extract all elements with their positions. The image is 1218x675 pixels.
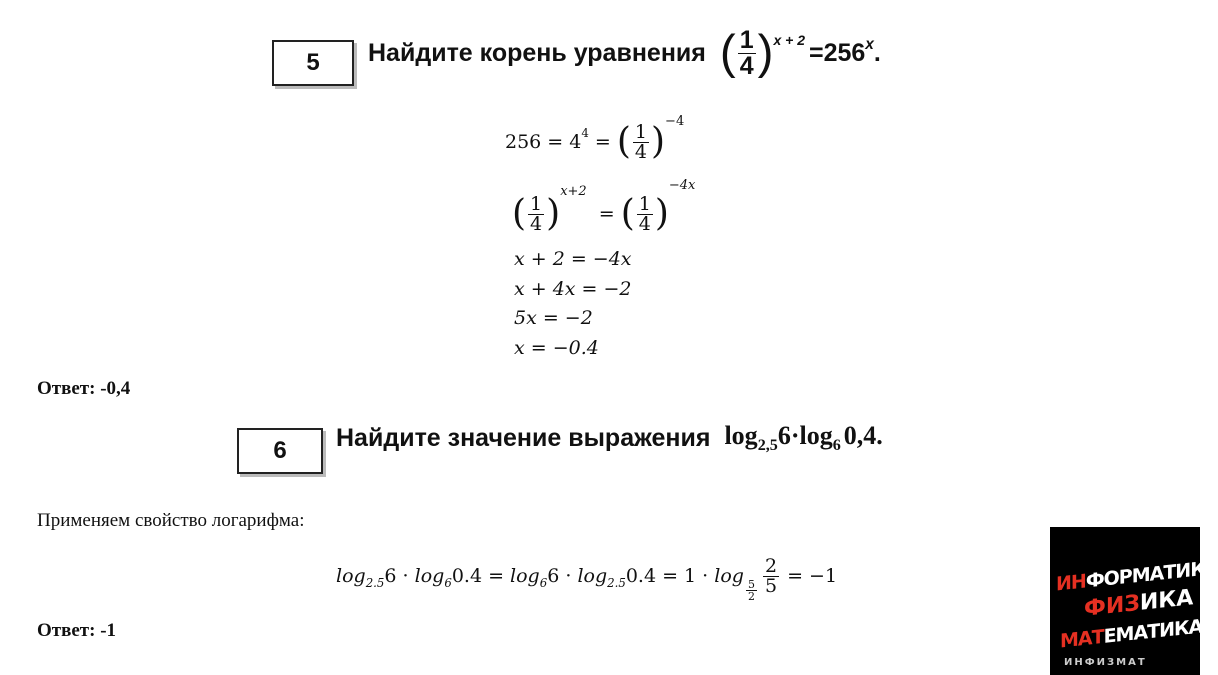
log-argument: 0.4 = (451, 565, 511, 587)
logo-white-part: ИКА (1139, 585, 1194, 616)
task-number: 6 (273, 437, 287, 464)
line1-exponent: −4 (665, 114, 685, 129)
task-fraction-power (719, 25, 805, 80)
task-statement (336, 420, 883, 456)
task-period: . (873, 38, 881, 67)
fraction-denominator: 4 (634, 140, 647, 163)
line2-exponent-left: x+2 (560, 184, 587, 199)
infizmat-logo (1050, 527, 1218, 675)
left-paren: ( (719, 26, 736, 80)
fraction-denominator: 2 (747, 590, 755, 603)
right-paren: ) (546, 193, 561, 234)
solution-line-4: x + 4x = −2 (514, 278, 632, 300)
logo-white-part: ЕМАТИКА (1103, 615, 1203, 648)
task-number-box (237, 428, 323, 474)
fraction-numerator: 1 (739, 25, 754, 54)
fraction-numerator: 1 (634, 120, 647, 143)
log-function: log (714, 565, 744, 587)
task-text: Найдите корень уравнения (368, 38, 706, 67)
fraction-numerator: 1 (530, 192, 543, 215)
log-function: log (414, 565, 445, 587)
log-argument: 6 · (547, 565, 578, 587)
task-rhs-exponent: x (865, 36, 874, 53)
logo-red-part: МАТ (1060, 625, 1104, 653)
log-base-fraction (746, 579, 757, 602)
task-number: 5 (306, 49, 320, 76)
solution-intro: Применяем свойство логарифма: (37, 510, 305, 531)
fraction-numerator: 1 (638, 192, 651, 215)
logo-line-1 (1056, 556, 1218, 595)
logo-footer: ИНФИЗМАТ (1064, 657, 1147, 668)
left-paren: ( (616, 121, 631, 162)
left-paren: ( (512, 193, 527, 234)
log-function: log (577, 565, 608, 587)
logo-line-3 (1060, 616, 1202, 653)
log-function: log (336, 565, 366, 587)
task-exponent: x + 2 (773, 31, 805, 48)
fraction-numerator: 5 (747, 578, 755, 591)
solution-line-5: 5x = −2 (514, 307, 593, 329)
solution-line-2 (512, 178, 696, 244)
task-text: Найдите значение выражения (336, 423, 711, 452)
log-function: log (510, 565, 540, 587)
line2-eq: = (592, 203, 621, 225)
solution-line-1 (505, 112, 684, 172)
task-number-box (272, 40, 354, 86)
log-argument: 6 (777, 420, 791, 450)
result: = −1 (781, 565, 838, 587)
task-expression: $\log_{2,5}6\cdot\log_6$ 0,4. (724, 420, 883, 455)
logo-red-part: ИН (1056, 570, 1086, 596)
fraction-denominator: 4 (739, 51, 754, 80)
fraction-denominator: 5 (764, 574, 778, 597)
line1-power: 4 (581, 126, 589, 140)
fraction-denominator: 4 (638, 212, 651, 235)
dot-operator: · (790, 420, 800, 450)
log-base: 2.5 (607, 576, 626, 590)
solution-6-expression (336, 548, 837, 604)
line2-fraction-right (637, 192, 653, 235)
line1-text: 256 = 4 (505, 131, 582, 153)
line2-exponent-right: −4x (668, 178, 696, 193)
fraction-numerator: 2 (764, 554, 778, 577)
solution-line-6: x = −0.4 (514, 337, 599, 359)
line2-fraction-left (528, 192, 544, 235)
logo-white-part: ФОРМАТИКА (1085, 556, 1218, 593)
answer-5: Ответ: -0,4 (37, 378, 131, 399)
right-paren: ) (654, 193, 669, 234)
log-argument: 0.4 = 1 · (625, 565, 715, 587)
task-period: . (876, 420, 883, 450)
log-base: 6 (832, 437, 841, 455)
logo-red-part: ФИЗ (1084, 590, 1140, 622)
line1-eq: = (588, 131, 617, 153)
task-fraction (738, 25, 756, 80)
log-argument: 0,4 (843, 420, 877, 450)
log-base: 6 (539, 576, 548, 590)
task-rhs: =256 (808, 38, 866, 67)
right-paren: ) (651, 121, 666, 162)
log-base: 6 (444, 576, 452, 590)
task-statement (368, 18, 881, 88)
solution-line-3: x + 2 = −4x (514, 248, 632, 270)
left-paren: ( (620, 193, 635, 234)
answer-6: Ответ: -1 (37, 620, 117, 641)
right-paren: ) (757, 26, 774, 80)
line1-fraction (633, 120, 649, 163)
log-base: 2.5 (365, 576, 385, 590)
fraction-denominator: 4 (530, 212, 543, 235)
log-argument: 6 · (384, 565, 415, 587)
log-base: 2,5 (757, 437, 778, 455)
log-argument-fraction (763, 554, 779, 597)
